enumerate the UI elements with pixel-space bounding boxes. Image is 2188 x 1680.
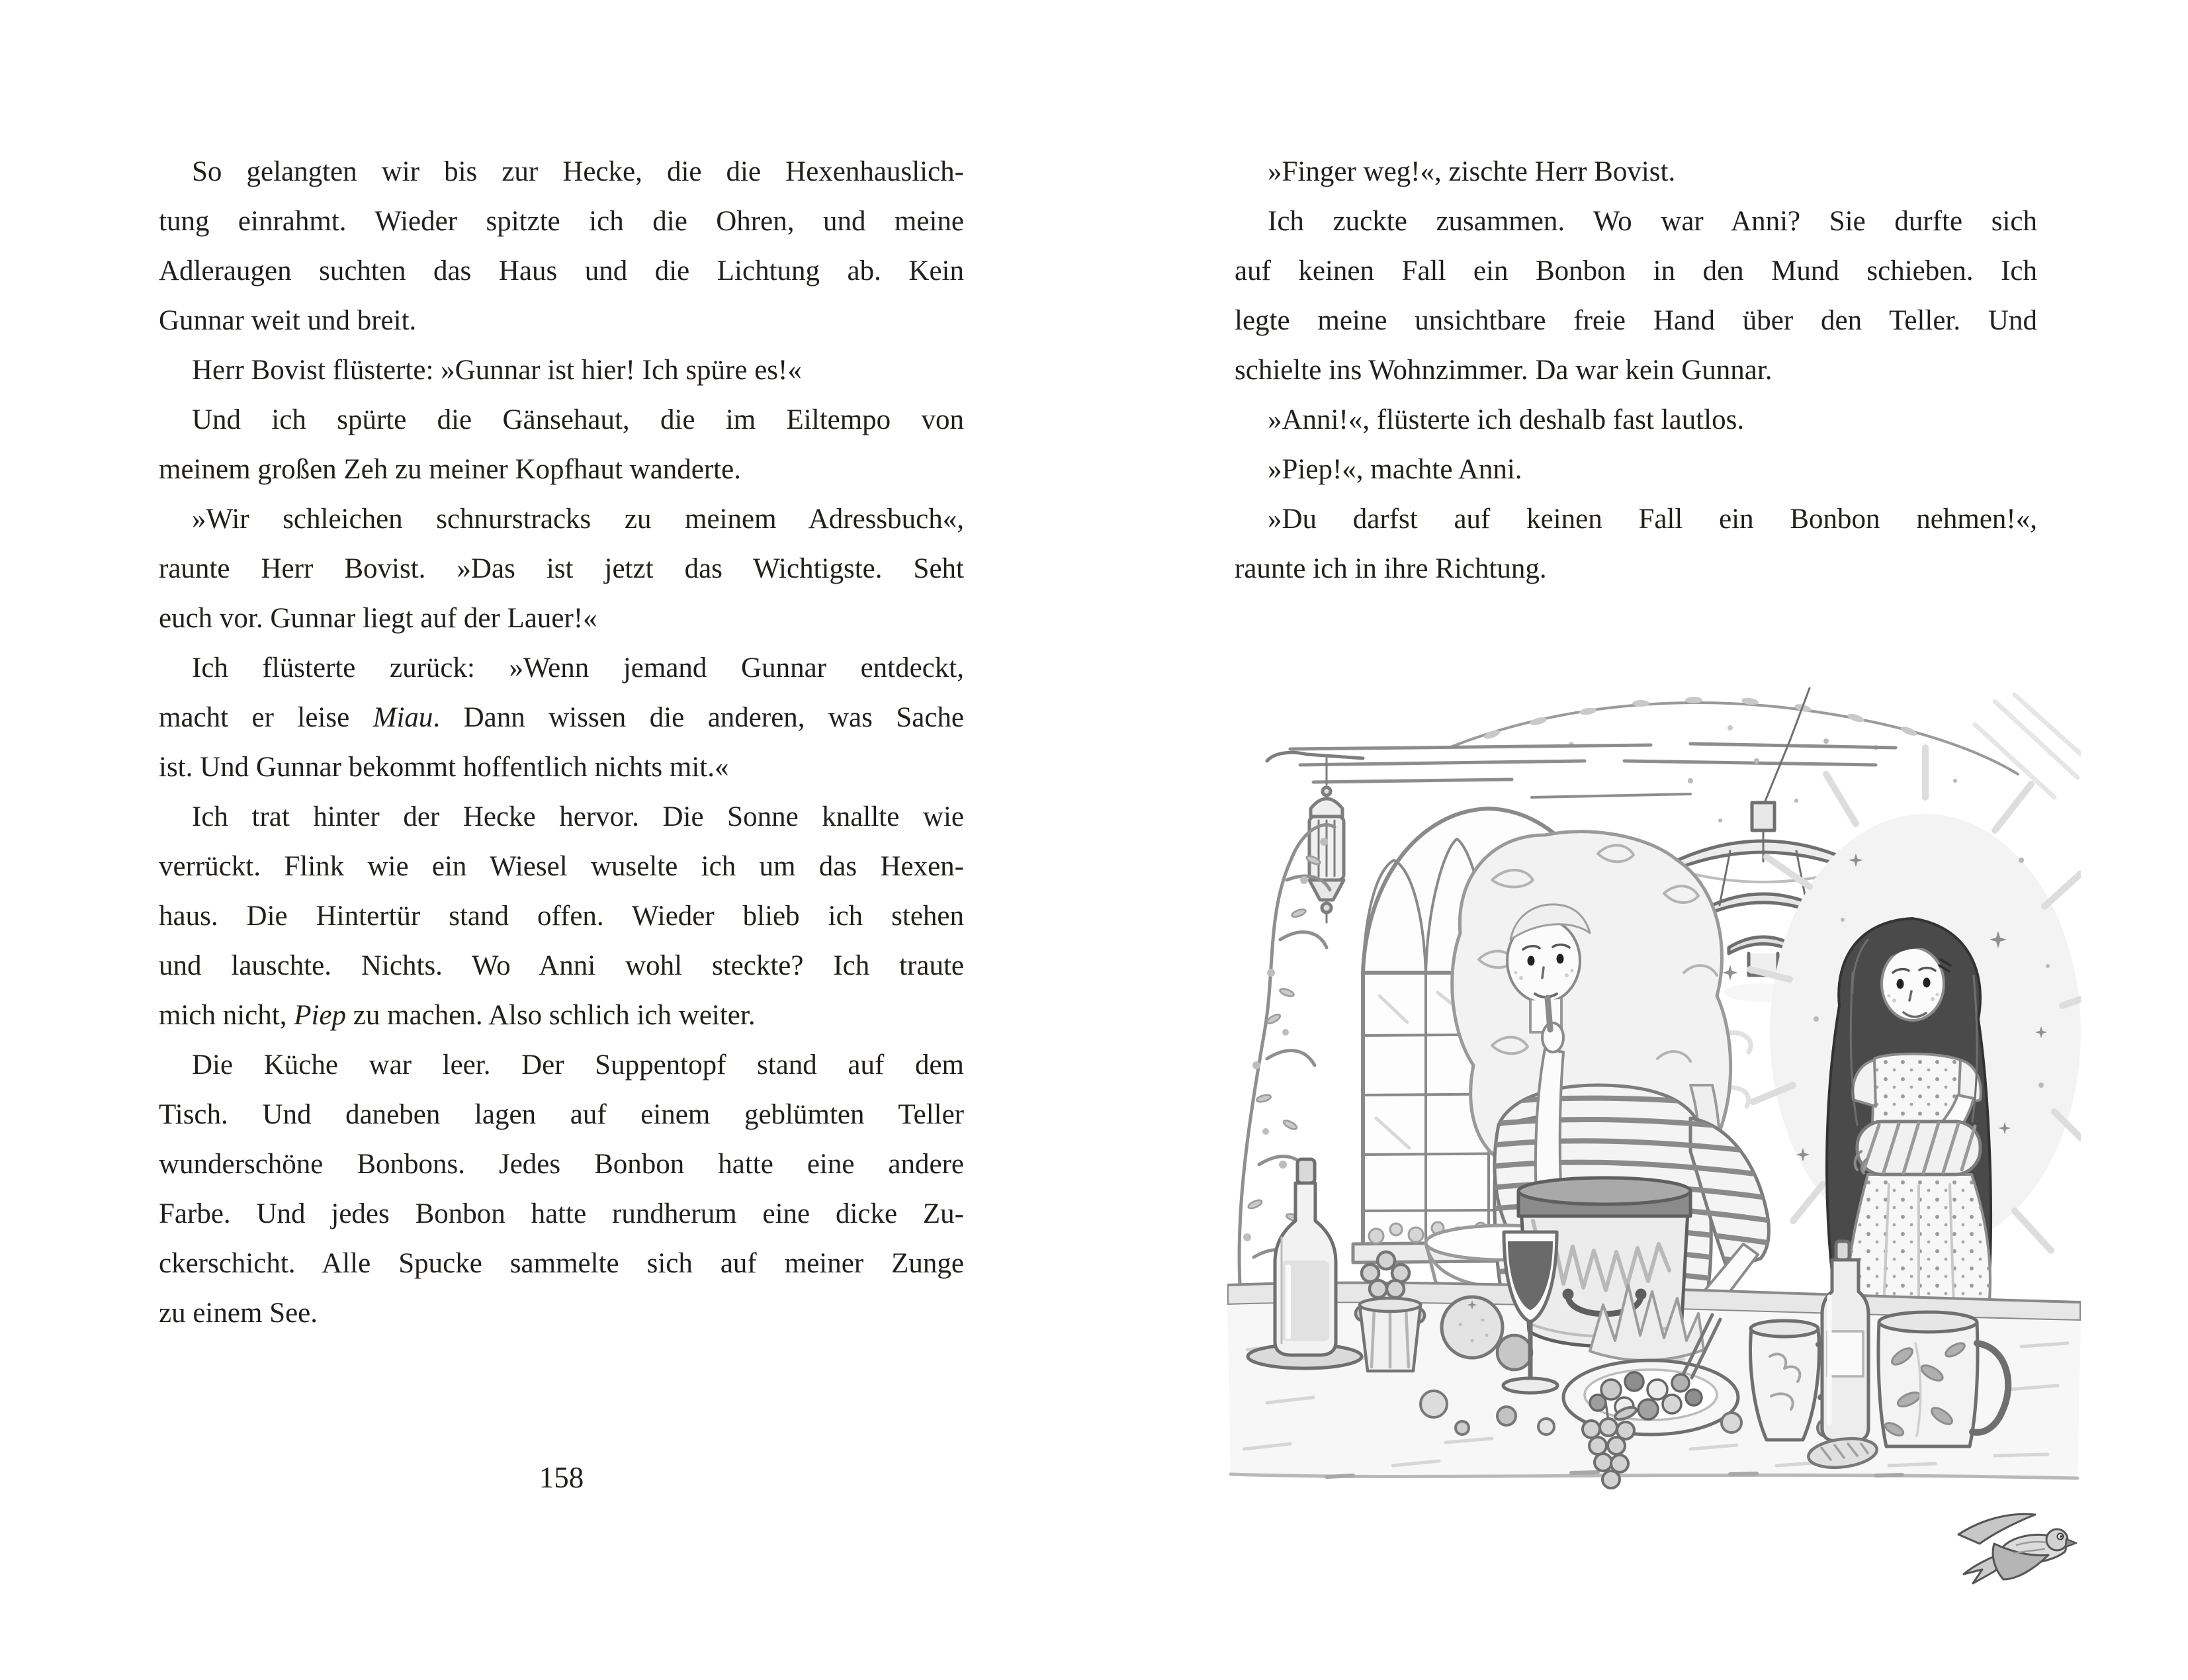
text-line: »Wir schleichen schnurstracks zu meinem Adressbuch«, [192, 504, 964, 535]
text-line: So gelangten wir bis zur Hecke, die die Hexenhauslich- [192, 156, 964, 187]
text-line: verrückt. Flink wie ein Wiesel wuselte ich um das Hexen- [159, 851, 964, 882]
text-line: auf keinen Fall ein Bonbon in den Mund schieben. Ich [1235, 255, 2037, 287]
text-line: haus. Die Hintertür stand offen. Wieder blieb ich stehen [159, 901, 964, 932]
text-line: »Piep!«, machte Anni. [1268, 454, 1522, 485]
kitchen-illustration [1227, 662, 2081, 1495]
text-line: Ich flüsterte zurück: »Wenn jemand Gunnar entdeckt, [192, 652, 964, 684]
paragraph [1235, 445, 2037, 494]
paragraph [1235, 147, 2037, 197]
page-number: 158 [539, 1461, 584, 1494]
flying-bird-vignette [1953, 1505, 2085, 1595]
paragraph [1235, 494, 2037, 594]
bird-head [2046, 1529, 2068, 1550]
left-page-text [159, 147, 964, 1338]
text-line: Farbe. Und jedes Bonbon hatte rundherum eine dicke Zu- [159, 1198, 964, 1229]
text-line: macht er leise Miau. Dann wissen die anderen, was Sache [159, 702, 964, 733]
paragraph [159, 1040, 964, 1338]
text-line: Adleraugen suchten das Haus und die Lichtung ab. Kein [159, 255, 964, 287]
text-line: »Du darfst auf keinen Fall ein Bonbon nehmen!«, [1268, 504, 2037, 535]
paragraph [159, 395, 964, 494]
text-line: Gunnar weit und breit. [159, 305, 417, 336]
text-line: Die Küche war leer. Der Suppentopf stand auf dem [192, 1049, 964, 1081]
text-line: Ich zuckte zusammen. Wo war Anni? Sie durfte sich [1268, 206, 2037, 237]
paragraph [159, 643, 964, 792]
grape-cup [1356, 1252, 1424, 1371]
text-line: schielte ins Wohnzimmer. Da war kein Gunnar. [1235, 355, 1772, 386]
text-line: zu einem See. [159, 1298, 318, 1329]
right-page-text [1235, 147, 2037, 594]
text-line: legte meine unsichtbare freie Hand über den Teller. Und [1235, 305, 2037, 336]
text-line: Und ich spürte die Gänsehaut, die im Eiltempo von [192, 404, 964, 435]
text-line: wunderschöne Bonbons. Jedes Bonbon hatte eine andere [159, 1149, 964, 1180]
paragraph [1235, 197, 2037, 395]
text-line: ist. Und Gunnar bekommt hoffentlich nichts mit.« [159, 752, 729, 783]
text-line: und lauschte. Nichts. Wo Anni wohl steckte? Ich traute [159, 950, 964, 981]
text-line: »Anni!«, flüsterte ich deshalb fast lautlos. [1268, 404, 1745, 435]
text-line: Tisch. Und daneben lagen auf einem geblümten Teller [159, 1099, 964, 1130]
plum-fruit [1497, 1335, 1532, 1370]
blonde-index-finger [1548, 998, 1550, 1030]
paragraph [159, 494, 964, 643]
paragraph [1235, 395, 2037, 445]
paragraph [159, 345, 964, 395]
hanging-lantern [1267, 752, 1363, 922]
text-line: Ich trat hinter der Hecke hervor. Die Sonne knallte wie [192, 801, 964, 832]
text-line: euch vor. Gunnar liegt auf der Lauer!« [159, 603, 597, 634]
anni-face [1882, 948, 1944, 1020]
text-line: mich nicht, Piep zu machen. Also schlich ich weiter. [159, 1000, 756, 1031]
anni-oven-mitt [1855, 1122, 1980, 1174]
window-lintel [1290, 744, 1896, 797]
bird-beak [2066, 1539, 2076, 1547]
text-line: raunte ich in ihre Richtung. [1235, 553, 1547, 584]
paragraph [159, 147, 964, 345]
text-line: »Finger weg!«, zischte Herr Bovist. [1268, 156, 1676, 187]
text-line: tung einrahmt. Wieder spitzte ich die Ohren, und meine [159, 206, 964, 237]
text-line: Herr Bovist flüsterte: »Gunnar ist hier! Ich spüre es!« [192, 355, 802, 386]
text-line: raunte Herr Bovist. »Das ist jetzt das Wichtigste. Seht [159, 553, 964, 584]
paragraph [159, 792, 964, 1040]
text-line: meinem großen Zeh zu meiner Kopfhaut wanderte. [159, 454, 741, 485]
text-line: ckerschicht. Alle Spucke sammelte sich auf meiner Zunge [159, 1248, 964, 1279]
